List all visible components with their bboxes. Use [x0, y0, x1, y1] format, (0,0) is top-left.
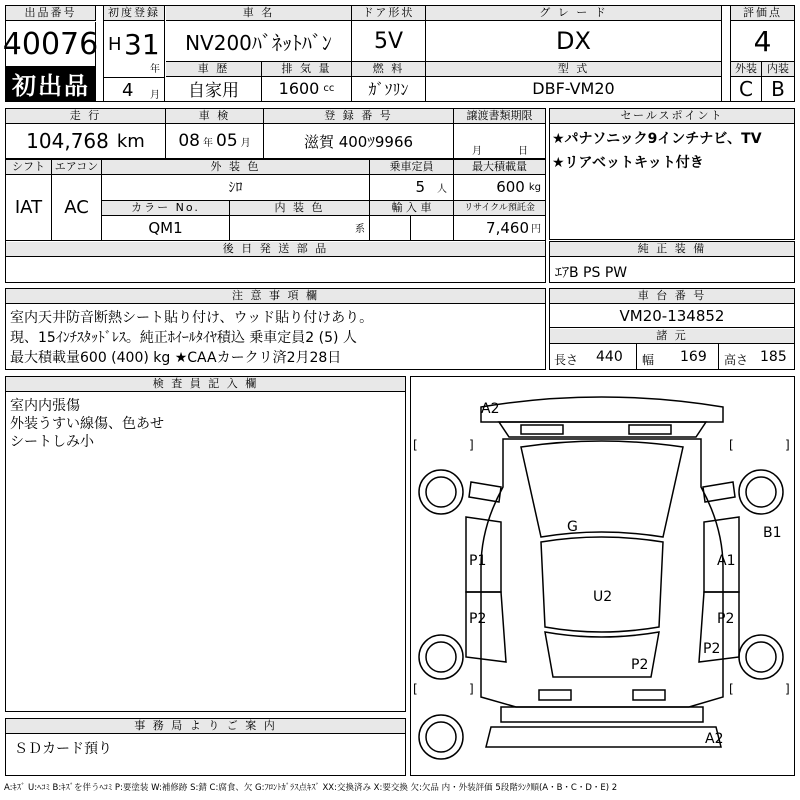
- transfer-day: 日: [518, 146, 528, 157]
- grade-label: グ レ ー ド: [426, 6, 722, 21]
- model-label: 型 式: [426, 62, 722, 77]
- max-load-value: 600: [496, 178, 525, 196]
- color-no-label: カラー No.: [102, 201, 230, 216]
- height-label: 高さ: [724, 353, 749, 367]
- grade: DX: [426, 21, 722, 61]
- int-color: [230, 215, 370, 241]
- door-label: ドア形状: [352, 6, 426, 21]
- inspector-line-3: シートしみ小: [10, 434, 94, 450]
- notes-line-2: 現、15ｲﾝﾁｽﾀｯﾄﾞﾚｽ。純正ﾎｲｰﾙﾀｲﾔ積込 乗車定員2 (5) 人: [10, 330, 357, 346]
- color-no: QM1: [102, 215, 230, 241]
- lot-number: 40076: [6, 22, 96, 66]
- width: 169: [680, 349, 707, 365]
- inspector-line-1: 室内内張傷: [10, 398, 80, 414]
- legend: A:ｷｽﾞ U:ﾍｺﾐ B:ｷｽﾞを伴うﾍｺﾐ P:要塗装 W:補修跡 S:錆 C:腐食、欠 G:ﾌﾛﾝﾄｶﾞﾗｽ点ｷｽﾞ XX:交換済み X:要交換 欠:欠品 内・外装評価 5段階ﾗﾝｸ順(A・B・C・D・E) 2: [4, 783, 618, 793]
- mileage: [6, 124, 166, 159]
- import-label: 輸 入 車: [370, 201, 454, 216]
- plate: 滋賀 400ﾂ9966: [264, 124, 454, 159]
- rear-lower-shape: [486, 727, 724, 747]
- inspection-year: 08: [178, 131, 200, 151]
- sales-points-label: セールスポイント: [550, 109, 794, 124]
- recycle-value: 7,460: [486, 218, 529, 237]
- shift: IAT: [6, 174, 52, 241]
- bracket-close-front-r: ]: [785, 438, 790, 452]
- office-note: ＳＤカード預り: [14, 741, 112, 757]
- first-listing-badge: 初出品: [6, 66, 96, 101]
- notes-line-3: 最大積載量600 (400) kg ★CAAカークリ済2月28日: [10, 350, 342, 366]
- transfer-label: 譲渡書類期限: [454, 109, 545, 124]
- history-label: 車 歴: [166, 62, 262, 77]
- front-bumper-shape: [481, 397, 723, 422]
- inspection: [166, 124, 264, 159]
- displacement-label: 排 気 量: [262, 62, 352, 77]
- fuel-label: 燃 料: [352, 62, 426, 77]
- mileage-value: 104,768: [26, 129, 109, 153]
- ac: AC: [52, 174, 102, 241]
- genuine-equipment: ｴｱB PS PW: [555, 265, 628, 281]
- capacity: [370, 174, 454, 201]
- damage-marks: [469, 401, 782, 747]
- capacity-unit: 人: [437, 183, 447, 195]
- model: DBF-VM20: [426, 76, 722, 101]
- year: 31: [124, 28, 160, 61]
- mark-rear-bumper: A2: [705, 731, 724, 747]
- chassis-label: 車 台 番 号: [550, 289, 794, 304]
- mileage-label: 走 行: [6, 109, 166, 124]
- year-unit: 年: [150, 64, 160, 75]
- notes-label: 注 意 事 項 欄: [6, 289, 545, 304]
- month: 4: [122, 80, 134, 101]
- length: 440: [596, 349, 623, 365]
- score: 4: [730, 21, 794, 61]
- max-load: [454, 174, 545, 201]
- car-name: NV200ﾊﾞﾈｯﾄﾊﾞﾝ: [166, 21, 352, 61]
- windshield-shape: [521, 441, 683, 537]
- int-color-label: 内 装 色: [230, 201, 370, 216]
- capacity-label: 乗車定員: [370, 160, 454, 175]
- rear-bumper-shape: [501, 707, 703, 722]
- mark-right-rear-door: P2: [717, 611, 735, 627]
- bracket-open-rear: [: [413, 682, 418, 696]
- sales-point-1: ★パナソニック9インチナビ、TV: [552, 131, 762, 147]
- bracket-close-rear-r: ]: [785, 682, 790, 696]
- shift-label: シフト: [6, 160, 52, 175]
- chassis-number: VM20-134852: [550, 304, 794, 328]
- mark-windshield: G: [567, 519, 578, 535]
- mileage-unit: km: [116, 130, 145, 152]
- ext-color: ｼﾛ: [102, 174, 370, 201]
- inspector-line-2: 外装うすい線傷、色あせ: [10, 416, 164, 432]
- length-label: 長さ: [554, 353, 579, 367]
- interior-label: 内装: [762, 61, 794, 77]
- bracket-open-front-r: [: [729, 438, 734, 452]
- displacement-value: 1600: [278, 79, 320, 98]
- plate-label: 登 録 番 号: [264, 109, 454, 124]
- mark-right-fender: B1: [763, 525, 782, 541]
- ac-label: エアコン: [52, 160, 102, 175]
- era: H: [108, 34, 122, 55]
- mark-left-rear-door: P2: [469, 611, 487, 627]
- interior-grade: B: [771, 76, 785, 101]
- car-name-label: 車 名: [166, 6, 352, 21]
- body-shape: [481, 439, 723, 707]
- roof-shape: [541, 537, 663, 632]
- inspector-label: 検 査 員 記 入 欄: [6, 377, 405, 392]
- fuel: ｶﾞｿﾘﾝ: [352, 76, 426, 101]
- mark-right-rear-quarter: P2: [703, 641, 721, 657]
- mark-back-door: P2: [631, 657, 649, 673]
- exterior-label: 外装: [730, 61, 762, 77]
- mark-right-front-door: A1: [717, 553, 736, 569]
- height: 185: [760, 349, 787, 365]
- recycle-label: リサイクル預託金: [454, 201, 545, 216]
- inspection-month-unit: 月: [240, 137, 251, 149]
- displacement: [262, 76, 352, 101]
- mark-left-front-door: P1: [469, 553, 487, 569]
- bracket-open-front: [: [413, 438, 418, 452]
- history: 自家用: [166, 76, 262, 101]
- later-parts-label: 後 日 発 送 部 品: [6, 242, 545, 257]
- car-outline: [466, 397, 739, 747]
- month-unit: 月: [150, 90, 160, 101]
- recycle-unit: 円: [531, 224, 541, 235]
- recycle: [454, 215, 545, 241]
- inspection-label: 車 検: [166, 109, 264, 124]
- car-diagram: [411, 377, 794, 775]
- displacement-unit: cc: [323, 83, 335, 94]
- dims-label: 諸 元: [550, 329, 794, 344]
- mark-roof: U2: [593, 589, 613, 605]
- transfer-month: 月: [472, 146, 482, 157]
- score-label: 評価点: [730, 6, 794, 21]
- width-label: 幅: [642, 353, 655, 367]
- int-color-unit: 系: [355, 224, 365, 235]
- left-rear-door-shape: [466, 592, 506, 662]
- notes-line-1: 室内天井防音断熱シート貼り付け、ウッド貼り付けあり。: [10, 310, 374, 326]
- lot-number-label: 出品番号: [6, 6, 96, 21]
- bracket-close-front: ]: [469, 438, 474, 452]
- bracket-open-rear-r: [: [729, 682, 734, 696]
- genuine-label: 純 正 装 備: [550, 242, 794, 257]
- office-label: 事 務 局 よ り ご 案 内: [6, 719, 405, 734]
- max-load-unit: kg: [528, 181, 541, 193]
- max-load-label: 最大積載量: [454, 160, 545, 175]
- door: 5V: [352, 21, 426, 61]
- inspection-year-unit: 年: [203, 137, 213, 149]
- first-reg-label: 初度登録: [103, 6, 165, 21]
- mark-front-bumper: A2: [481, 401, 500, 417]
- exterior-grade: C: [730, 76, 762, 101]
- sales-point-2: ★リアベットキット付き: [552, 155, 704, 171]
- ext-color-label: 外 装 色: [102, 160, 370, 175]
- inspection-month: 05: [216, 131, 238, 151]
- bracket-close-rear: ]: [469, 682, 474, 696]
- capacity-value: 5: [415, 178, 425, 196]
